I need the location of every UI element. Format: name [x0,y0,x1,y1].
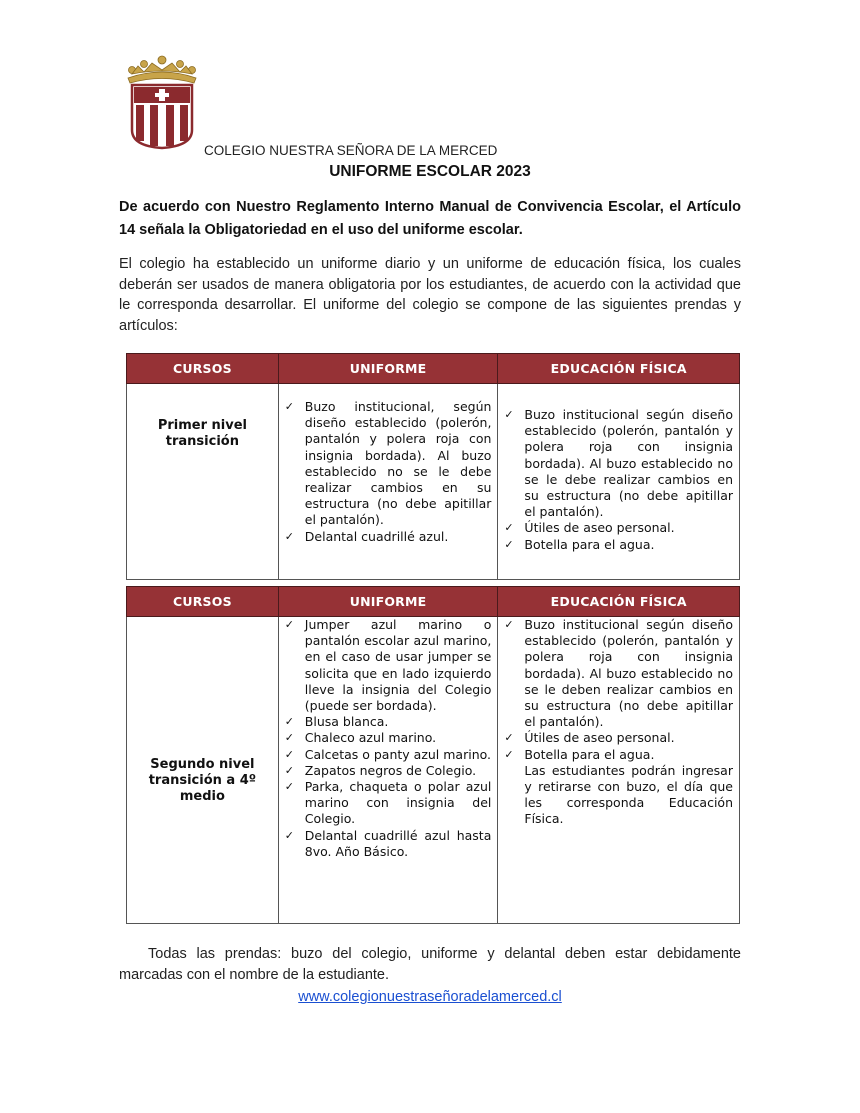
uniform-table-second-level [126,586,740,924]
header-educacion-fisica: EDUCACIÓN FÍSICA [498,354,740,384]
list-item: ✓ Delantal cuadrillé azul hasta 8vo. Año Básico. [279,828,492,860]
intro-bold-paragraph: De acuerdo con Nuestro Reglamento Interno Manual de Convivencia Escolar, el Artículo 14 señala la Obligatoriedad en el uso del uniforme escolar. [119,199,741,238]
list-item: ✓ Útiles de aseo personal. [498,730,733,746]
list-item: ✓ Chaleco azul marino. [279,730,492,746]
header-cursos: CURSOS [127,354,279,384]
intro-body-paragraph: El colegio ha establecido un uniforme diario y un uniforme de educación física, los cuales deberán ser usados de manera obligatoria por los estudiantes, de acuerdo con la actividad que le corresponda desarrollar. El uniforme del colegio se compone de las siguientes prendas y artículos: [119,256,741,334]
list-item: ✓ Calcetas o panty azul marino. [279,747,492,763]
list-item: ✓ Parka, chaqueta o polar azul marino con insignia del Colegio. [279,779,492,828]
school-name: COLEGIO NUESTRA SEÑORA DE LA MERCED [204,143,498,158]
list-item: ✓ Delantal cuadrillé azul. [279,529,492,545]
table-row [127,617,740,924]
header-cursos: CURSOS [127,587,279,617]
course-name: Primer nivel transición [157,418,247,449]
course-cell [127,384,279,580]
footer-paragraph: Todas las prendas: buzo del colegio, uniforme y delantal deben estar debidamente marcadas con el nombre de la estudiante. [119,946,741,983]
list-item: ✓ Botella para el agua. [498,537,733,553]
list-item: ✓ Buzo institucional, según diseño establecido (polerón, pantalón y polera roja con insignia bordada). Al buzo establecido no se le debe realizar cambios en su estructura (no debe apitillar el pantalón). [279,399,492,529]
list-item: ✓ Buzo institucional según diseño establecido (polerón, pantalón y polera roja con insignia bordada). Al buzo establecido no se le deben realizar cambios en su estructura (no debe apitillar el pantalón). [498,617,733,730]
educacion-fisica-cell [498,617,740,924]
course-name: Segundo nivel transición a 4º medio [148,757,257,804]
uniforme-cell [278,384,498,580]
table-row [127,384,740,580]
list-item: ✓ Útiles de aseo personal. [498,520,733,536]
list-item: ✓ Jumper azul marino o pantalón escolar azul marino, en el caso de usar jumper se solicita que en lado izquierdo lleve la insignia del Colegio (puede ser bordada). [279,617,492,714]
list-item: ✓ Buzo institucional según diseño establecido (polerón, pantalón y polera roja con insignia bordada). Al buzo establecido no se le debe realizar cambios en su estructura (no debe apitillar el pantalón). [498,407,733,520]
table-header-row [127,587,740,617]
educacion-fisica-note: Las estudiantes podrán ingresar y retirarse con buzo, el día que les corresponda Educación Física. [524,762,733,827]
document-title: UNIFORME ESCOLAR 2023 [329,163,531,180]
list-item: ✓ Blusa blanca. [279,714,492,730]
course-cell [127,617,279,924]
uniform-table-first-level [126,353,740,580]
header-uniforme: UNIFORME [278,587,498,617]
school-crest-logo [122,52,202,152]
list-item: ✓ Zapatos negros de Colegio. [279,763,492,779]
header-uniforme: UNIFORME [278,354,498,384]
uniforme-cell [278,617,498,924]
school-website-link[interactable]: www.colegionuestraseñoradelamerced.cl [298,989,562,1005]
header-educacion-fisica: EDUCACIÓN FÍSICA [498,587,740,617]
table-header-row [127,354,740,384]
educacion-fisica-cell [498,384,740,580]
list-item: ✓ Botella para el agua. [498,747,733,763]
